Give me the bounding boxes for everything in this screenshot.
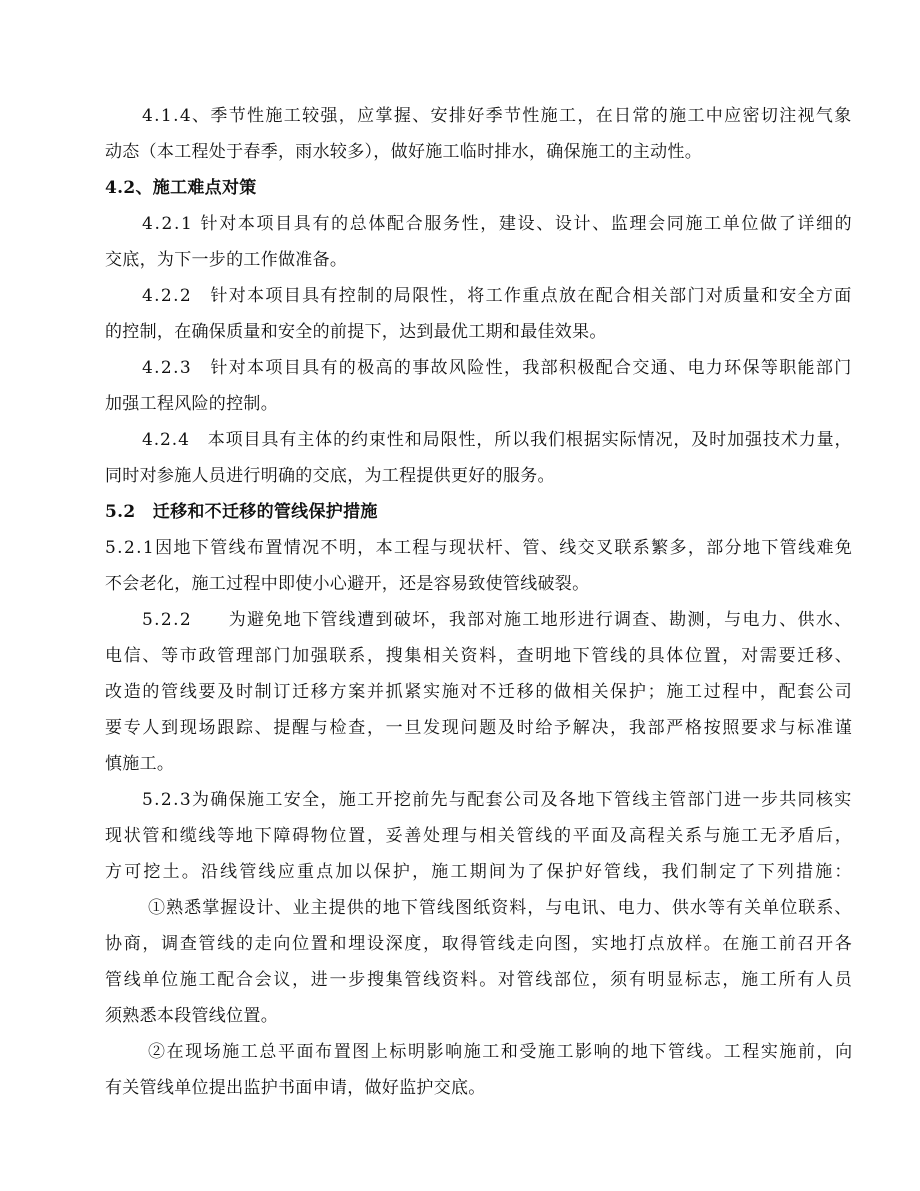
paragraph-line: 4.2.1 针对本项目具有的总体配合服务性，建设、设计、监理会同施工单位做了详细的 (142, 214, 854, 234)
paragraph-line: 4.2.3 针对本项目具有的极高的事故风险性，我部积极配合交通、电力环保等职能部门 (142, 358, 853, 378)
paragraph-line: 协商，调查管线的走向位置和埋设深度，取得管线走向图，实地打点放样。在施工前召开各 (105, 934, 854, 954)
paragraph-line: 4.2.2 针对本项目具有控制的局限性，将工作重点放在配合相关部门对质量和安全方面 (142, 286, 853, 306)
paragraph-line: ①熟悉掌握设计、业主提供的地下管线图纸资料，与电讯、电力、供水等有关单位联系、 (148, 898, 853, 918)
paragraph-line: 动态（本工程处于春季，雨水较多），做好施工临时排水，确保施工的主动性。 (105, 142, 702, 162)
paragraph-line: 方可挖土。沿线管线应重点加以保护，施工期间为了保护好管线，我们制定了下列措施： (105, 862, 854, 882)
paragraph-line: 须熟悉本段管线位置。 (105, 1006, 278, 1026)
paragraph-line: 交底，为下一步的工作做准备。 (105, 250, 348, 270)
paragraph-line: 要专人到现场跟踪、提醒与检查，一旦发现问题及时给予解决，我部严格按照要求与标准谨 (105, 718, 854, 738)
paragraph-line: 慎施工。 (105, 754, 175, 774)
section-heading: 4.2、施工难点对策 (105, 178, 257, 198)
paragraph-line: 4.2.4 本项目具有主体的约束性和局限性，所以我们根据实际情况，及时加强技术力量， (142, 430, 853, 450)
paragraph-line: 不会老化，施工过程中即使小心避开，还是容易致使管线破裂。 (105, 574, 590, 594)
paragraph-line: 4.1.4、季节性施工较强，应掌握、安排好季节性施工，在日常的施工中应密切注视气象 (142, 106, 853, 126)
paragraph-line: ②在现场施工总平面布置图上标明影响施工和受施工影响的地下管线。工程实施前，向 (148, 1042, 854, 1062)
paragraph-line: 5.2.2 为避免地下管线遭到破坏，我部对施工地形进行调查、勘测，与电力、供水、 (142, 610, 853, 630)
paragraph-line: 有关管线单位提出监护书面申请，做好监护交底。 (105, 1078, 486, 1098)
paragraph-line: 同时对参施人员进行明确的交底，为工程提供更好的服务。 (105, 466, 555, 486)
paragraph-line: 加强工程风险的控制。 (105, 394, 278, 414)
paragraph-line: 管线单位施工配合会议，进一步搜集管线资料。对管线部位，须有明显标志，施工所有人员 (105, 970, 854, 990)
paragraph-line: 现状管和缆线等地下障碍物位置，妥善处理与相关管线的平面及高程关系与施工无矛盾后， (105, 826, 854, 846)
paragraph-line: 5.2.3为确保施工安全，施工开挖前先与配套公司及各地下管线主管部门进一步共同核实 (142, 790, 853, 810)
paragraph-line: 5.2.1因地下管线布置情况不明，本工程与现状杆、管、线交叉联系繁多，部分地下管线难免 (105, 538, 854, 558)
paragraph-line: 电信、等市政管理部门加强联系，搜集相关资料，查明地下管线的具体位置，对需要迁移、 (105, 646, 854, 666)
section-heading: 5.2 迁移和不迁移的管线保护措施 (105, 502, 378, 522)
paragraph-line: 改造的管线要及时制订迁移方案并抓紧实施对不迁移的做相关保护；施工过程中，配套公司 (105, 682, 854, 702)
paragraph-line: 的控制，在确保质量和安全的前提下，达到最优工期和最佳效果。 (105, 322, 607, 342)
